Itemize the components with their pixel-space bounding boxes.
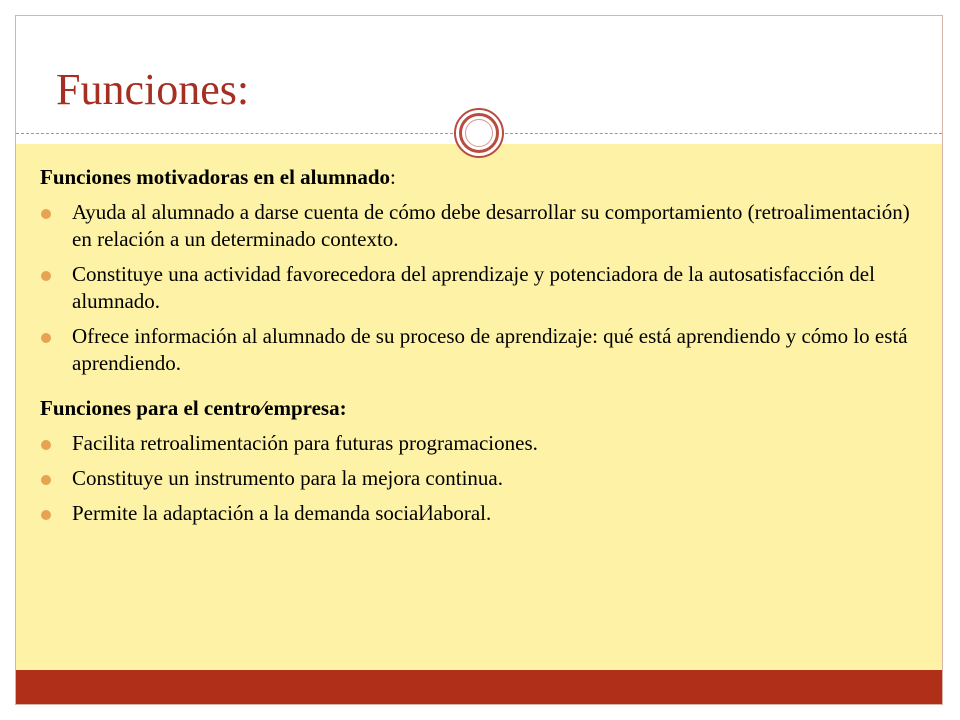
list-item: Constituye un instrumento para la mejora continua. [40, 465, 920, 492]
section-heading-text: Funciones motivadoras en el alumnado [40, 165, 391, 189]
list-item: Constituye una actividad favorecedora del aprendizaje y potenciadora de la autosatisfacción del alumnado. [40, 261, 920, 315]
list-item: Ayuda al alumnado a darse cuenta de cómo debe desarrollar su comportamiento (retroalimentación) en relación a un determinado contexto. [40, 199, 920, 253]
list-item: Facilita retroalimentación para futuras programaciones. [40, 430, 920, 457]
section-heading-alumnado [40, 164, 920, 191]
slide-body [40, 164, 920, 527]
circle-ornament-icon [454, 108, 504, 158]
bullet-list-centro [40, 430, 920, 527]
bullet-list-alumnado [40, 199, 920, 377]
section-heading-centro: Funciones para el centro⁄empresa: [40, 396, 347, 420]
list-item: Ofrece información al alumnado de su proceso de aprendizaje: qué está aprendiendo y cómo lo está aprendiendo. [40, 323, 920, 377]
section-heading-colon: : [390, 165, 396, 189]
footer-bar [16, 670, 942, 704]
slide-title: Funciones: [56, 65, 250, 114]
list-item: Permite la adaptación a la demanda social⁄laboral. [40, 500, 920, 527]
